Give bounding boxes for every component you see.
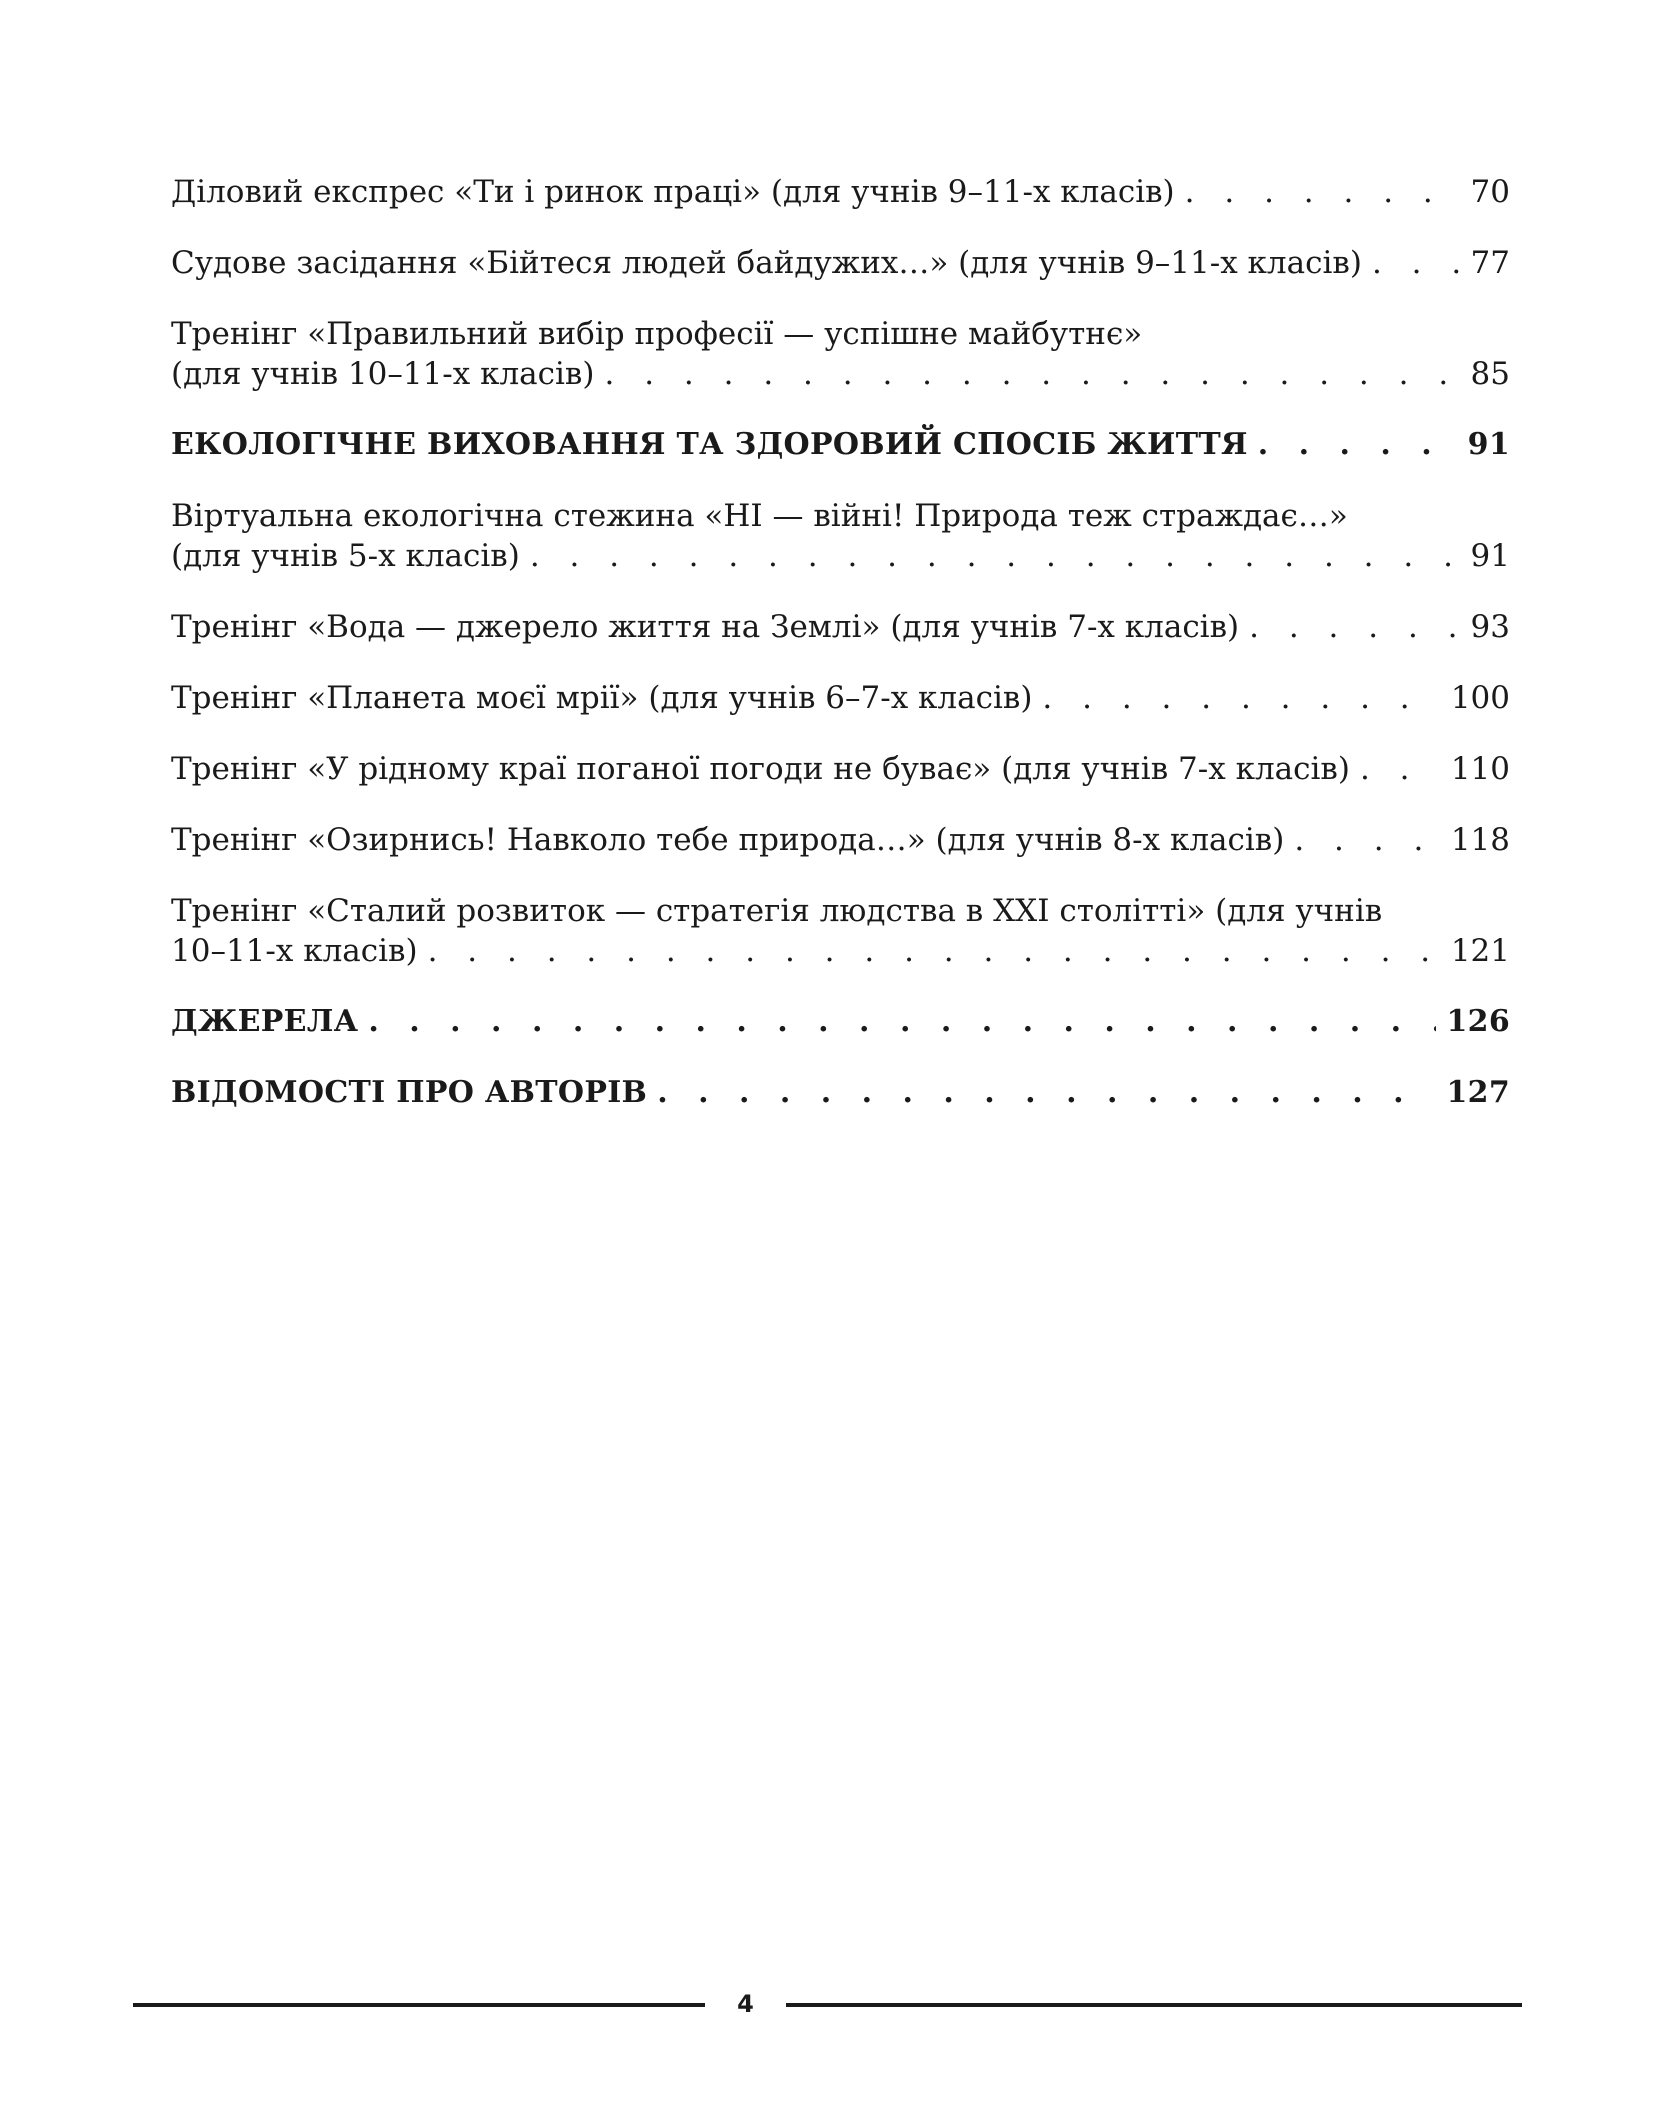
toc-section-heading[interactable] [171,425,1510,465]
toc-entry[interactable] [171,172,1510,212]
footer-rule-right [786,2003,1522,2007]
toc-entry-page: 85 [1470,356,1510,392]
toc-entry-page: 91 [1470,538,1510,574]
toc-entry-title-line: Тренінг «Сталий розвиток — стратегія людства в XXI столітті» (для учнів [171,893,1383,929]
dot-leader [657,1073,1436,1113]
toc-entry-title: Тренінг «Озирнись! Навколо тебе природа…» (для учнів 8-х класів) [171,822,1285,858]
dot-leader [368,1002,1436,1042]
toc-entry[interactable] [171,314,1510,394]
toc-entry-title: 10–11-х класів) [171,933,418,969]
toc-entry-page: 110 [1450,751,1510,787]
toc-entry[interactable] [171,678,1510,718]
dot-leader [1185,172,1461,212]
toc-entry-page: 70 [1470,174,1510,210]
dot-leader [1372,243,1461,283]
footer-rule-left [133,2003,705,2007]
toc-entry-title: Тренінг «Вода — джерело життя на Землі» (для учнів 7-х класів) [171,609,1240,645]
toc-entry-last-line [171,536,1510,576]
dot-leader [604,354,1460,394]
toc-entry-title-line: Віртуальна екологічна стежина «НІ — війні! Природа теж страждає…» [171,498,1348,534]
toc-entry-page: 93 [1470,609,1510,645]
toc-entry-title: ЕКОЛОГІЧНЕ ВИХОВАННЯ ТА ЗДОРОВИЙ СПОСІБ ЖИТТЯ [171,427,1248,462]
toc-section-heading[interactable] [171,1002,1510,1042]
toc-entry-page: 121 [1450,933,1510,969]
toc-entry-last-line [171,354,1510,394]
toc-section-heading[interactable] [171,1073,1510,1113]
toc-entry-title: ВІДОМОСТІ ПРО АВТОРІВ [171,1075,648,1110]
dot-leader [1042,678,1440,718]
dot-leader [1258,425,1458,465]
toc-entry[interactable] [171,891,1510,971]
dot-leader [428,931,1441,971]
toc-entry-page: 118 [1450,822,1510,858]
toc-entry[interactable] [171,607,1510,647]
toc-entry-page: 126 [1446,1004,1510,1039]
toc-entry-title-line: Тренінг «Правильний вибір професії — успішне майбутнє» [171,316,1143,352]
dot-leader [1294,820,1441,860]
toc-entry-last-line [171,931,1510,971]
page-number: 4 [737,1990,754,2018]
toc-entry-title: Тренінг «Планета моєї мрії» (для учнів 6–7-х класів) [171,680,1033,716]
toc-entry-page: 91 [1467,427,1510,462]
toc-entry-title: Судове засідання «Бійтеся людей байдужих…» (для учнів 9–11-х класів) [171,245,1362,281]
toc-entry-title: Діловий експрес «Ти і ринок праці» (для учнів 9–11-х класів) [171,174,1175,210]
dot-leader [1249,607,1460,647]
dot-leader [530,536,1461,576]
toc-entry-title: (для учнів 5-х класів) [171,538,520,574]
toc-entry[interactable] [171,496,1510,576]
table-of-contents [171,172,1510,1144]
toc-entry[interactable] [171,820,1510,860]
toc-entry[interactable] [171,243,1510,283]
toc-entry-page: 77 [1470,245,1510,281]
toc-entry-title: Тренінг «У рідному краї поганої погоди не буває» (для учнів 7-х класів) [171,751,1350,787]
toc-entry-page: 100 [1450,680,1510,716]
toc-entry-title: ДЖЕРЕЛА [171,1004,359,1039]
dot-leader [1360,749,1441,789]
toc-entry[interactable] [171,749,1510,789]
toc-entry-page: 127 [1446,1075,1510,1110]
toc-entry-title: (для учнів 10–11-х класів) [171,356,595,392]
